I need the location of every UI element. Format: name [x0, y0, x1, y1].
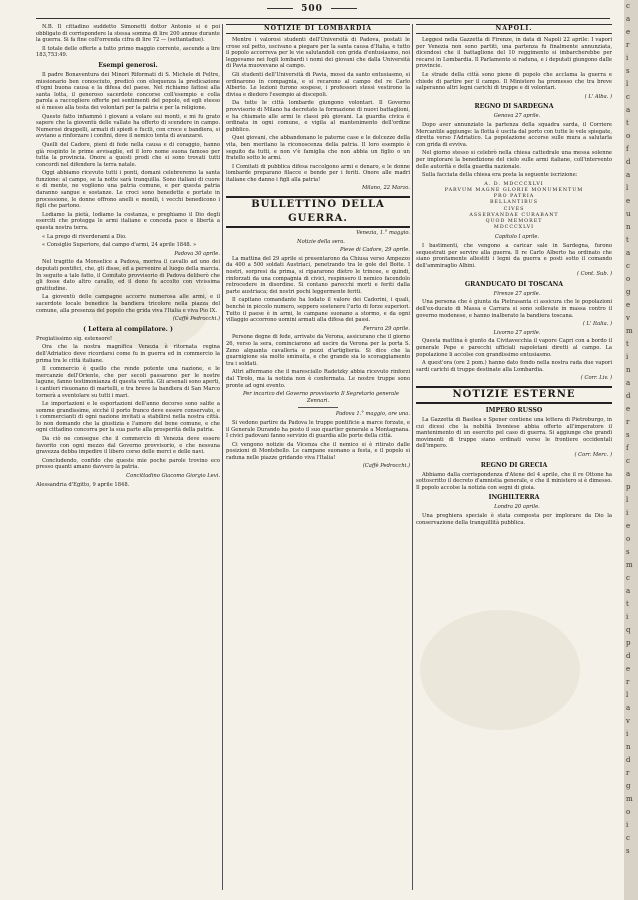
column-divider — [412, 24, 413, 890]
section-heading: IMPERO RUSSO — [485, 407, 543, 414]
subheading: Notizie della sera. — [297, 238, 345, 245]
signature: Per incarico del Governo provvisorio Il Segretario generale Zennari. — [242, 391, 399, 404]
paragraph: Il padre Bonaventura dei Minori Riformati di S. Michele di Feltre, missionario ben conosciuto, predicò con eloquenza la predicazione d'ogni buona causa e la difesa del paese. Nel richiamo fattosi alla santa lotta, il generoso sacerdote concorse coll'esempio e colla parola a raccogliere offerte pei sentimenti del popolo, ed egli stesso si è messo alla testa dei volontari per la patria e per la religione. — [36, 71, 220, 111]
paragraph: Questo fatto infiammò i giovani a volare sui monti, e mi fu grato sapere che la gioventù delle vallate ha offerto di scendere in campo. Numerosi drappelli, armati di spiedi e fucili, con croce e bandiera, si avviano a rinforzare i confini, dove il nemico tenta di avanzarsi. — [36, 113, 220, 140]
paragraph: Dopo aver annunziato la partenza della squadra sarda, il Corriere Mercantile aggiunge: la flotta è uscita dal porto con tutte le vele spiegate, diretta verso l'Adriatico. La popolazione accorse sulle mura a salutarla con grida di evviva. — [416, 121, 612, 148]
bulletin-title: BULLETTINO DELLA GUERRA. — [226, 196, 410, 228]
column-right — [416, 24, 612, 890]
dateline: Venezia, 1.° maggio. — [356, 230, 410, 237]
paragraph: Le importazioni e le esportazioni dell'anno decorso sono salite a somme grandissime, sicché il porto franco deve essere conservato, e i commercianti di ogni nazione invitati a stabilirsi nella nostra città. Io non domando che la giustizia e l'amore del bene comune, e che ogni cittadino concorra per la sua parte alla prosperità della patria. — [36, 401, 220, 434]
paragraph: Quelli del Cadore, pieni di fede nella causa e di coraggio, hanno già respinto le prime avvisaglie, ed il loro nome suona famoso per tutta la provincia. Onore a questi prodi che si sono trovati tutti concordi nel difendere la terra natale. — [36, 141, 220, 168]
paragraph: Sulla facciata della chiesa era posta la seguente iscrizione: — [422, 172, 578, 179]
paragraph: Mentre i valorosi studenti dell'Università di Padova, postati le crose sul petto, uscivano a piegare per la santa causa d'Italia, e tutto il popolo accorreva per le vie salutandoli con grida d'entusiasmo, noi leggevamo nei fogli lombardi i nomi dei giovani che dalla Università di Pavia muovevano al campo. — [226, 37, 410, 70]
short-rule — [298, 407, 338, 408]
dateline: Livorno 27 aprile. — [493, 329, 541, 336]
section-heading: REGNO DI SARDEGNA — [474, 103, 554, 111]
paragraph: Altri affermano che il maresciallo Radetzky abbia ricevuto rinforzi dal Tirolo, ma la notizia non è confermata. Le nostre truppe sono pronte ad ogni evento. — [226, 369, 410, 389]
dateline: Ferrara 29 aprile. — [363, 325, 410, 332]
page-number: 500 — [301, 4, 323, 14]
paragraph: Ora che la nostra magnifica Venezia è ritornata regina dell'Adriatico deve ricordarsi come fu in guerra ed in commercio la prima tra le città italiane. — [36, 344, 220, 364]
paragraph: Gli studenti dell'Università di Pavia, mossi da santo entusiasmo, si ordinarono in compagnia, e si recarono al campo del re Carlo Alberto. Le lezioni furono sospese, i professori stessi vestirono la divisa e diedero l'esempio ai discepoli. — [226, 71, 410, 98]
paragraph: Ci vengono notizie da Vicenza che il nemico si è ritirato dalle posizioni di Montebello. Le campane suonano a festa, e il popolo si raduna nelle piazze gridando viva l'Italia! — [226, 441, 410, 461]
paragraph: Si vedono partire da Padova le truppe pontificie a marce forzate, e il Generale Durando ha posto il suo quartier generale a Montagnana. I civici padovani fanno servizio di guardia alle porte della città. — [226, 419, 410, 440]
column-left — [36, 24, 220, 890]
paragraph: Una preghiera speciale è stata composta per implorare da Dio la conservazione della tranquillità pubblica. — [416, 512, 612, 526]
paragraph: Il totale delle offerte a tutto primo maggio corrente, ascende a lire 183,753:49. — [36, 45, 220, 59]
top-rule — [36, 18, 610, 19]
adjacent-page-edge: c a e r i s l c a t o f d a l e u n t a c o g e v m t i n a d e r s f c a p l i e o s m c a t i q p d e r l a v i n d r g m o i c s — [624, 0, 638, 900]
section-heading: ( Lettera al compilatore. ) — [83, 325, 173, 333]
inscription: A. D. MDCCCXLVI PARVUM MAGNE GLORIE MONUMENTUM PRO PATRIA BELLANTIBUS CIVES ASSERVANDAE CURABANT QUOD MEMORET MDCCCXLVI — [444, 181, 584, 231]
quote-line: « La prego di riverderami a Dio. — [42, 233, 127, 240]
paragraph: La Gazzetta di Basilea e Spener contiene una lettera di Pietroburgo, in cui dicesi che la nobiltà livoniese abbia offerto all'imperatore il mantenimento di un esercito pel caso di guerra. Si aggiunge che grandi movimenti di truppe siano ordinati verso le frontiere occidentali dell'impero. — [416, 417, 612, 450]
foreign-news-title: NOTIZIE ESTERNE — [416, 386, 612, 404]
source-credit: ( Corr. Merc. ) — [574, 451, 612, 458]
section-heading: REGNO DI GRECIA — [480, 461, 548, 469]
paragraph: Abbiamo dalla corrispondenza d'Atene del 4 aprile, che il re Ottone ha sottoscritto il decreto d'amnistia generale, e che il ministero si è dimesso. Il popolo accolse la notizia con segni di gioia. — [416, 471, 612, 491]
paragraph: La gioventù delle campagne accorre numerosa alle armi, e il sacerdote locale benedice la bandiera tricolore nella piazza del comune, alla presenza del popolo che grida viva l'Italia e viva Pio IX. — [36, 294, 220, 314]
paragraph: N.B. Il cittadino suddetto Simonetti dottor Antonio si è poi obbligato di corrispondere la stessa somma di lire 200 annue durante la guerra. Si fa fine coll'orrenda cifra di lire 72 — (settantadue). — [36, 24, 220, 44]
paragraph: Oggi abbiamo ricevuto tutti i ponti, domani celebreremo la santa funzione: al campo, se la notte sarà tranquilla. Sono italiani di cuore e di mente, ne vogliono una patria comune, e per questa patria daranno sangue e sostanze. Le croci sono benedette e portate in processione, le donne offrono anelli e monili, i vecchi benedicono i figli che partono. — [36, 170, 220, 210]
section-heading: Esempi generosi. — [98, 61, 158, 69]
dateline: Londra 20 aprile. — [494, 504, 540, 511]
source-credit: (Caffè Pedrocchi.) — [362, 463, 410, 470]
source-credit: ( L' Italia. ) — [582, 321, 612, 328]
paragraph: Persone degne di fede, arrivate da Verona, assicurano che il giorno 26, verso la sera, cominciarono ad uscire da Verona per la porta S. Zeno alquanta cavalleria e pezzi d'artiglieria. Si dice che la guarnigione sia molto sminuita, e che grande sia lo scoraggiamento tra i soldati. — [226, 334, 410, 367]
source-credit: ( Corr. Liv. ) — [580, 375, 612, 382]
paragraph: I bastimenti, che vengono a caricar sale in Sardegna, furono sequestrati per servire alla guerra. Il re Carlo Alberto ha ordinato che siano prontamente allestiti i legni da guerra e posti sotto il comando dell'ammiraglio Albini. — [416, 242, 612, 269]
dateline: Genova 27 aprile. — [493, 113, 541, 120]
section-heading: GRANDUCATO DI TOSCANA — [464, 280, 564, 288]
signature: Concittadino Giacomo Giorgio Levi. — [126, 473, 220, 480]
dateline: Alessandria d'Egitto, 9 aprile 1848. — [36, 481, 130, 488]
dateline: Capitolo I aprile. — [494, 234, 540, 241]
paragraph: A quest'ora (ore 2 pom.) hanno dato fondo nella nostra rada due vapori sardi carichi di truppe destinate alla Lombardia. — [416, 360, 612, 373]
paragraph: La mattina del 29 aprile si presentarono da Chiusa verso Ampezzo da 400 a 500 soldati Austriaci, penetrando tra le gole del Boite. I nostri, sorpresi da prima, si ripararono dietro le trincee, e quindi, rinforzati da una compagnia di civici, respinsero il nemico facendolo retrocedere in disordine. Si contano parecchi morti e feriti dalla parte austriaca; dei nostri pochi leggermente feriti. — [226, 255, 410, 295]
quote-line: « Consiglio Superiore, dal campo d'armi, 24 aprile 1848. » — [42, 242, 197, 249]
paragraph: Concludendo, confido che queste mie poche parole trovino eco presso quanti amano davvero la patria. — [36, 457, 220, 471]
source-credit: ( Cont. Sub. ) — [576, 271, 612, 278]
paragraph: Il capitano comandante ha lodato il valore dei Cadorini, i quali, benchè in piccolo numero, seppero sostenere l'urto di forze superiori. Tutto il paese è in armi, le campane suonano a stormo, e da ogni villaggio accorrono uomini armati alla difesa dei passi. — [226, 297, 410, 324]
source-credit: (Caffè Pedrocchi.) — [172, 316, 220, 323]
header-rule — [331, 8, 357, 9]
paragraph: Quei giovani, che abbandonano le paterne case e le dolcezze della vita, ben meritano la riconoscenza della patria. Il loro esempio è seguito da tutti, e non v'è famiglia che non abbia un figlio o un fratello sotto le armi. — [226, 135, 410, 162]
dateline: Padova 30 aprile. — [174, 250, 220, 257]
paragraph: Nel giorno stesso si celebrò nella chiesa cattedrale una messa solenne per implorare la benedizione del cielo sulle armi italiane, coll'intervento delle autorità e della guardia nazionale. — [416, 150, 612, 170]
source-credit: ( L' Alba. ) — [584, 93, 612, 100]
section-heading: NAPOLI. — [416, 24, 612, 34]
paragraph: I Comitati di pubblica difesa raccolgono armi e denaro, e le donne lombarde preparano filacce e bende per i feriti. Onore alle madri italiane che danno i figli alla patria! — [226, 163, 410, 183]
page-number-header — [0, 4, 624, 14]
header-rule — [267, 8, 293, 9]
column-divider — [222, 24, 223, 890]
section-heading: INGHILTERRA — [488, 494, 540, 502]
dateline: Firenze 27 aprile. — [493, 290, 541, 297]
paragraph: Questa mattina è giunto da Civitavecchia il vapore Capri con a bordo il generale Pepe e parecchi ufficiali napoletani diretti al campo. La popolazione li accolse con grandissimo entusiasmo. — [416, 338, 612, 358]
column-middle — [226, 24, 410, 890]
salutation: Pregiatissimo sig. estensore! — [36, 335, 113, 342]
paragraph: Una persona che è giunta da Pietrasanta ci assicura che le popolazioni dell'ex-ducato di Massa e Carrara si sono sollevate in massa contro il governo modenese, e hanno inalberato la bandiera toscana. — [416, 299, 612, 319]
dateline: Padova 1.° maggio, ore una. — [335, 411, 410, 418]
paragraph: Nel tragitto da Monselice a Padova, moriva il cavallo ad uno dei deputati pontifici, che, gli disse, ed a pervenire al luogo della marcia. In seguito a tale fatto, il Comitato provvisorio di Padova deliberò che gli fosse dato altro cavallo, ed il dono fu accolto con vivissima gratitudine. — [36, 259, 220, 292]
paragraph: Il commercio è quello che rende potente una nazione, e le mercanzie dell'Oriente, che per secoli passarono per le nostre lagune, fanno testimonianza di questa verità. Gli arsenali sono aperti, i cantieri risuonano di martelli, e tra breve la bandiera di San Marco tornerà a sventolare su tutti i mari. — [36, 366, 220, 399]
paragraph: Da ciò ne consegue che il commercio di Venezia deve essere favorito con ogni mezzo dal Governo provvisorio, e che nessuna gravezza debba impedire il libero corso delle merci e delle navi. — [36, 436, 220, 456]
section-heading: NOTIZIE DI LOMBARDIA — [226, 24, 410, 34]
paragraph: Leggesi nella Gazzetta di Firenze, in data di Napoli 22 aprile: I vapori per Venezia non sono partiti, una partenza fu finalmente annunziata, dicendosi che il battaglione del 10 reggimento si imbarcherebbe per recarsi in Lombardia. Il Parlamento si raduna, e i deputati giungono dalle provincie. — [416, 37, 612, 70]
source-credit: Milano, 22 Marzo. — [361, 185, 410, 192]
paragraph: Le strade della città sono piene di popolo che acclama la guerra e chiede di partire per il campo. Il Ministero ha promesso che tra breve salperanno altri legni carichi di truppe e di volontari. — [416, 71, 612, 92]
paragraph: Lodiamo la pietà, lodiamo la costanza, e preghiamo il Dio degli eserciti che protegga le armi italiane e conceda pace e libertà a questa nostra terra. — [36, 211, 220, 232]
dateline: Pieve di Cadore, 29 aprile. — [339, 247, 410, 254]
paragraph: Da tutte le città lombarde giungono volontari. Il Governo provvisorio di Milano ha decretato la formazione di nuovi battaglioni, e ha chiamato alle armi le classi più giovani. La guardia civica è ordinata in ogni comune, e vigila al mantenimento dell'ordine pubblico. — [226, 100, 410, 133]
